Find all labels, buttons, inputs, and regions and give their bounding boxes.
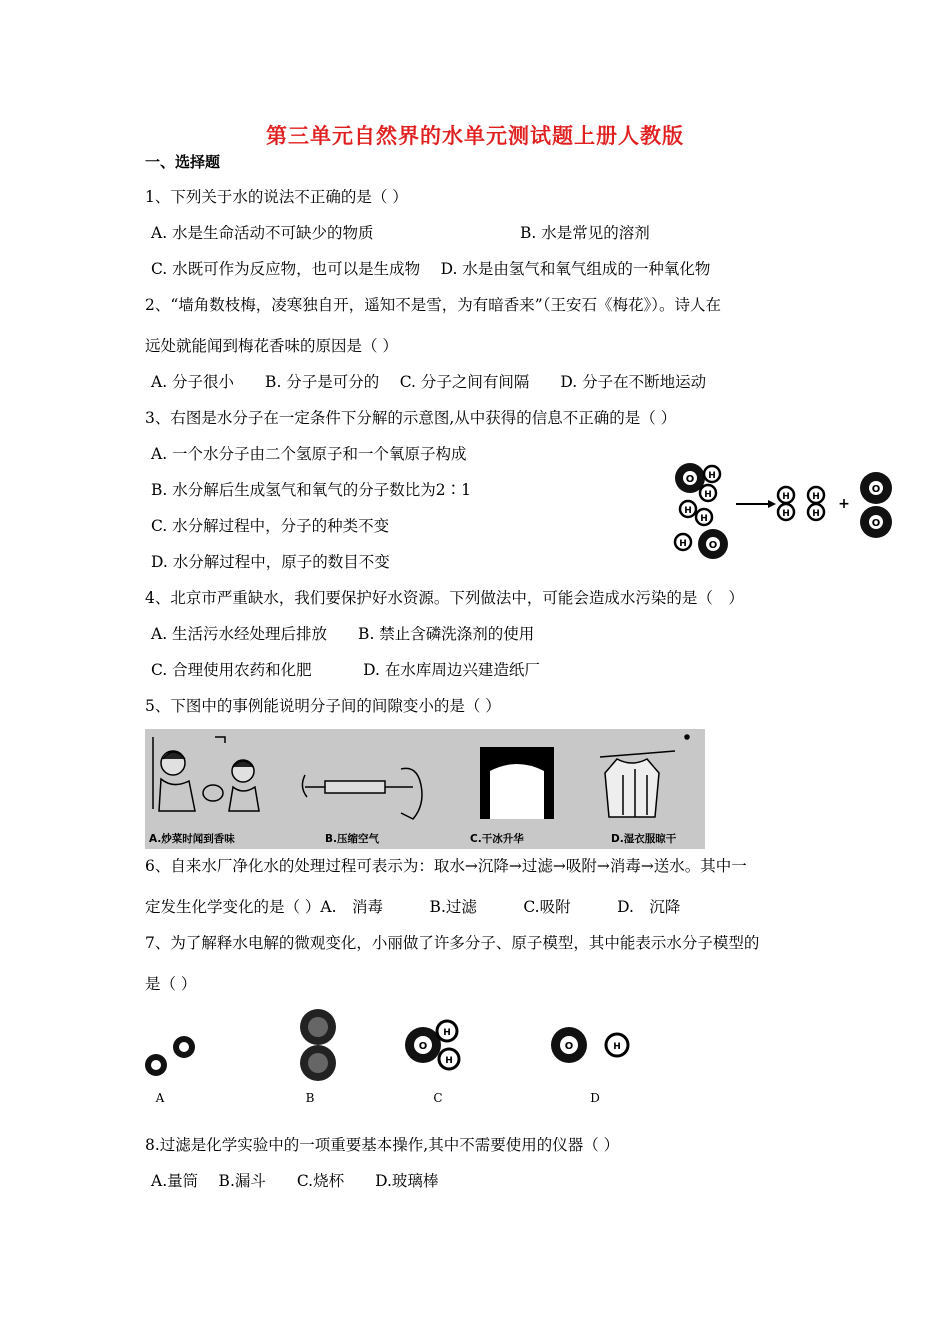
atom-label: O [685,474,695,485]
question-4-stem: 4、北京市严重缺水，我们要保护好水资源。下列做法中，可能会造成水污染的是（ ） [145,589,744,607]
atom-label: O [871,518,881,529]
dry-ice-illustration [480,747,554,819]
atom-label: O [418,1041,428,1052]
question-5-stem: 5、下图中的事例能说明分子间的间隙变小的是（ ） [145,697,501,715]
atom-label: H [445,1056,453,1066]
question-3-option-a: A. 一个水分子由二个氢原子和一个氧原子构成 [151,445,467,463]
question-5-picture-strip [145,729,705,849]
question-4-options-cd: C. 合理使用农药和化肥 D. 在水库周边兴建造纸厂 [151,661,540,679]
question-3-option-d: D. 水分解过程中，原子的数目不变 [151,553,390,571]
question-1-option-a: A. 水是生命活动不可缺少的物质 [151,224,374,242]
atom-label: O [708,540,718,551]
atom-label: H [613,1042,621,1052]
atom-label: H [812,509,820,519]
question-8-options: A.量筒 B.漏斗 C.烧杯 D.玻璃棒 [151,1172,439,1190]
question-3-option-c: C. 水分解过程中，分子的种类不变 [151,517,390,535]
atom-label: H [443,1028,451,1038]
question-1-stem: 1、下列关于水的说法不正确的是（ ） [145,188,408,206]
water-decomposition-diagram [668,460,908,564]
atom-label: O [564,1041,574,1052]
question-7-molecule-models [140,1005,640,1110]
question-2-options: A. 分子很小 B. 分子是可分的 C. 分子之间有间隔 D. 分子在不断地运动 [151,373,707,391]
atom-label: O [871,484,881,495]
question-2-stem-line1: 2、“墙角数枝梅，凌寒独自开，遥知不是雪，为有暗香来”（王安石《梅花》）。诗人在 [145,296,721,314]
question-7-stem-line2: 是（ ） [145,975,197,993]
question-1-option-b: B. 水是常见的溶剂 [520,224,650,242]
atom-label: H [782,492,790,502]
picture-caption-a: A.炒菜时闻到香味 [149,833,235,845]
model-label-b: B [305,1091,315,1105]
model-label-a: A [155,1091,165,1105]
question-6-stem-line2: 定发生化学变化的是（ ）A. 消毒 B.过滤 C.吸附 D. 沉降 [145,898,681,916]
atom-label: H [812,492,820,502]
section-heading: 一、选择题 [145,153,221,171]
model-label-d: D [590,1091,600,1105]
question-3-option-b: B. 水分解后生成氢气和氧气的分子数比为2∶1 [151,481,471,499]
picture-caption-c: C.干冰升华 [470,833,524,845]
picture-caption-d: D.湿衣服晾干 [611,833,677,845]
question-6-stem-line1: 6、自来水厂净化水的处理过程可表示为：取水→沉降→过滤→吸附→消毒→送水。其中一 [145,857,747,875]
atom-label: H [684,506,692,516]
atom-label: H [704,490,712,500]
question-1-option-cd: C. 水既可作为反应物，也可以是生成物 D. 水是由氢气和氧气组成的一种氧化物 [151,260,711,278]
atom-label: H [708,471,716,481]
question-2-stem-line2: 远处就能闻到梅花香味的原因是（ ） [145,337,398,355]
atom-label: H [679,539,687,549]
atom-label: H [782,509,790,519]
question-8-stem: 8.过滤是化学实验中的一项重要基本操作,其中不需要使用的仪器（ ） [145,1136,620,1154]
question-3-stem: 3、右图是水分子在一定条件下分解的示意图,从中获得的信息不正确的是（ ） [145,409,677,427]
page-title: 第三单元自然界的水单元测试题上册人教版 [266,124,684,148]
picture-caption-b: B.压缩空气 [325,833,379,845]
model-label-c: C [433,1091,443,1105]
plus-sign: + [838,496,850,512]
atom-label: H [700,514,708,524]
question-7-stem-line1: 7、为了解释水电解的微观变化，小丽做了许多分子、原子模型，其中能表示水分子模型的 [145,934,760,952]
question-4-options-ab: A. 生活污水经处理后排放 B. 禁止含磷洗涤剂的使用 [151,625,535,643]
